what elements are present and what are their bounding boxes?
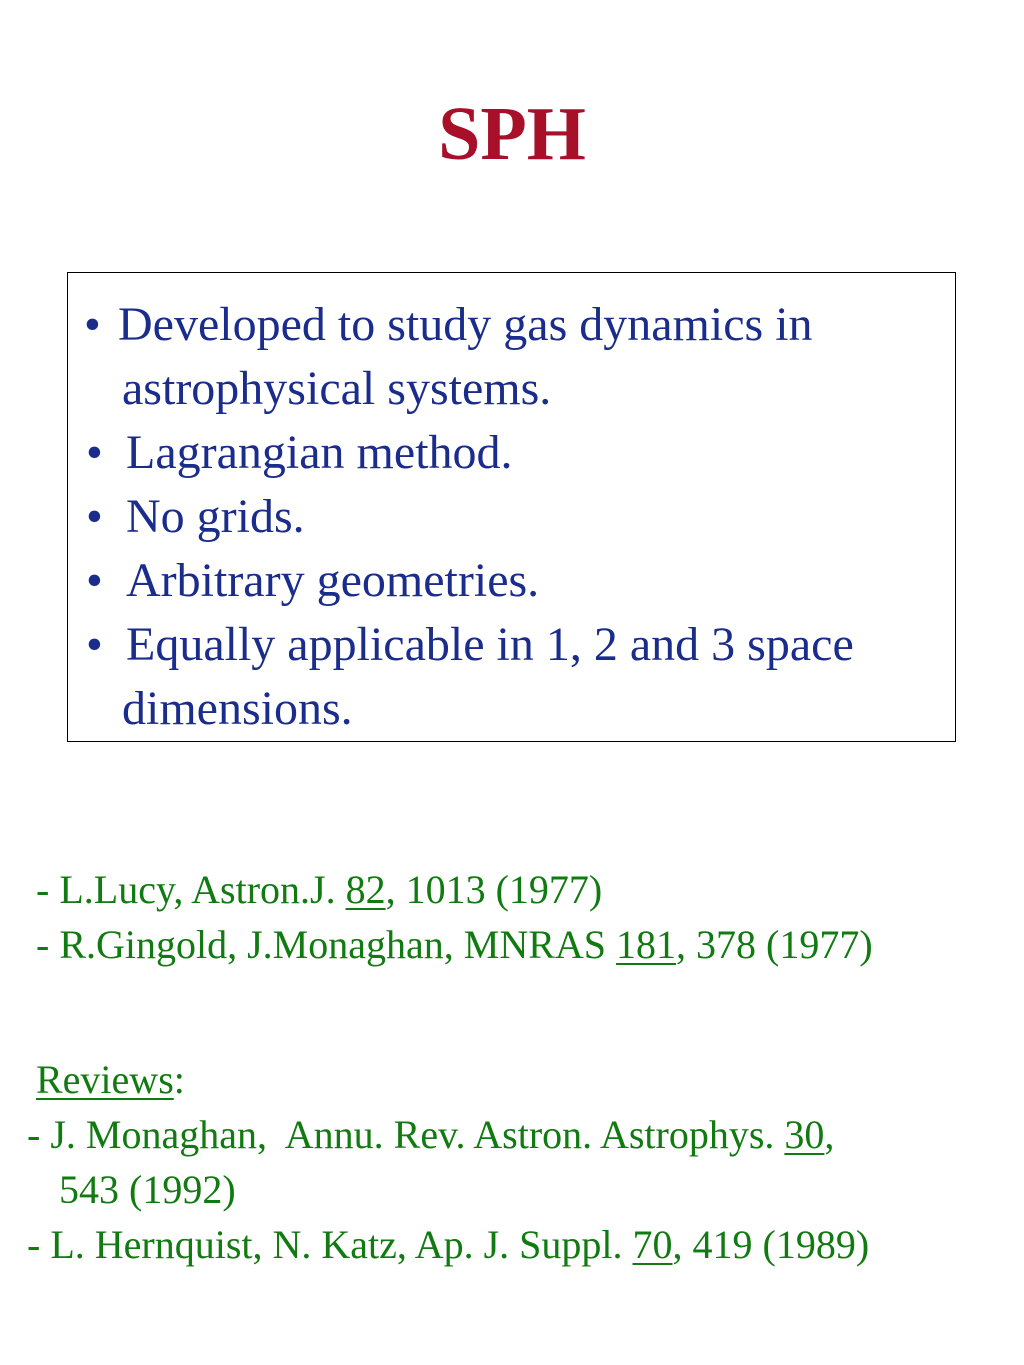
bullet-icon: •: [84, 298, 101, 351]
page-title: SPH: [438, 92, 586, 176]
reviews-heading-colon: :: [173, 1057, 185, 1102]
feature-item-line: Equally applicable in 1, 2 and 3 space: [126, 618, 854, 671]
feature-item-line: Lagrangian method.: [126, 426, 513, 479]
review-prefix: - L. Hernquist, N. Katz, Ap. J. Suppl.: [27, 1222, 633, 1267]
reference-volume: 82: [345, 867, 386, 912]
bullet-icon: •: [86, 554, 103, 607]
reference-item: [36, 917, 873, 972]
review-item: [27, 1107, 834, 1162]
bullet-icon: •: [86, 490, 103, 543]
review-item-continuation: 543 (1992): [59, 1167, 236, 1212]
feature-item-line: dimensions.: [122, 682, 353, 735]
feature-item-line: Arbitrary geometries.: [126, 554, 540, 607]
review-suffix: ,: [824, 1112, 835, 1157]
reference-item: [36, 862, 602, 917]
reference-suffix: , 1013 (1977): [385, 867, 603, 912]
feature-item-line: Developed to study gas dynamics in: [118, 298, 813, 351]
review-volume: 70: [632, 1222, 673, 1267]
review-prefix: - J. Monaghan, Annu. Rev. Astron. Astrophys.: [27, 1112, 785, 1157]
feature-item-line: astrophysical systems.: [122, 362, 552, 415]
reviews-heading: [36, 1052, 185, 1107]
bullet-icon: •: [86, 426, 103, 479]
review-item: [27, 1217, 869, 1272]
reference-prefix: - R.Gingold, J.Monaghan, MNRAS: [36, 922, 617, 967]
reference-prefix: - L.Lucy, Astron.J.: [36, 867, 346, 912]
bullet-icon: •: [86, 618, 103, 671]
reference-suffix: , 378 (1977): [676, 922, 873, 967]
feature-item-line: No grids.: [126, 490, 305, 543]
review-suffix: , 419 (1989): [672, 1222, 870, 1267]
reviews-heading-text: Reviews: [36, 1057, 174, 1102]
review-volume: 30: [784, 1112, 825, 1157]
reference-volume: 181: [616, 922, 677, 967]
